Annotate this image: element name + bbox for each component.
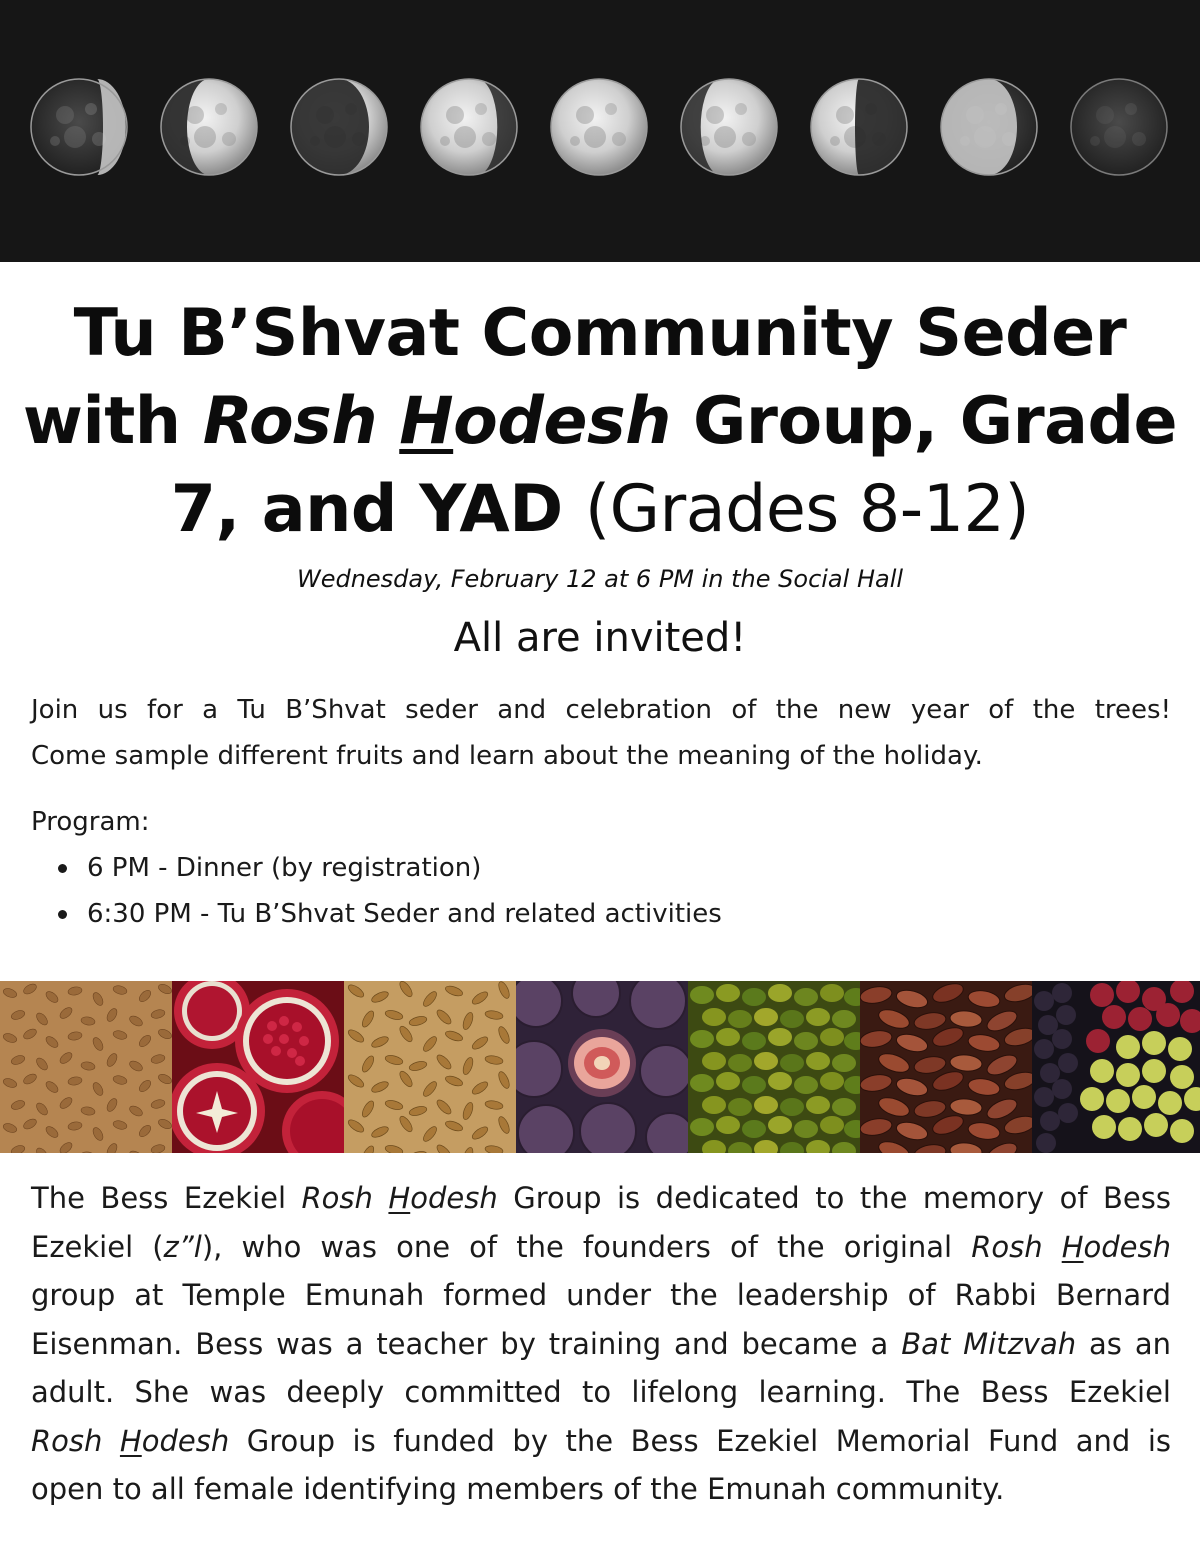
event-title	[20, 290, 1180, 554]
memorial-line: Ezekiel (z”l), who was one of the founders of the original Rosh Hodesh	[31, 1229, 1171, 1264]
moon-waxing-crescent-icon	[31, 79, 127, 175]
grapes-image	[1032, 981, 1200, 1153]
memorial-line: The Bess Ezekiel Rosh Hodesh Group is dedicated to the memory of Bess	[31, 1181, 1171, 1215]
program-item: 6:30 PM - Tu B’Shvat Seder and related activities	[56, 891, 722, 937]
moon-waxing-gibbous-2-icon	[421, 79, 517, 175]
olive-image	[688, 981, 860, 1153]
moon-phase-banner	[0, 0, 1200, 262]
moon-waning-gibbous-icon	[681, 79, 777, 175]
title-line-2: with Rosh Hodesh Group, Grade	[22, 384, 1178, 459]
moon-waning-crescent-icon	[941, 79, 1037, 175]
moon-last-quarter-icon	[811, 79, 907, 175]
fig-image	[516, 981, 688, 1153]
intro-line-1: Join us for a Tu B’Shvat seder and celebration of the new year of the trees!	[31, 695, 1171, 725]
wheat-image	[0, 981, 172, 1153]
memorial-line: open to all female identifying members of the Emunah community.	[31, 1472, 1005, 1506]
program-label: Program:	[31, 807, 150, 837]
title-line-1: Tu B’Shvat Community Seder	[73, 296, 1127, 371]
event-invite: All are invited!	[453, 615, 747, 661]
moon-full-icon	[551, 79, 647, 175]
moon-phase-row	[0, 78, 1200, 178]
intro-paragraph	[31, 687, 1171, 779]
seven-species-image-strip	[0, 981, 1200, 1153]
memorial-line: group at Temple Emunah formed under the leadership of Rabbi Bernard	[31, 1278, 1171, 1312]
memorial-line: adult. She was deeply committed to lifelong learning. The Bess Ezekiel	[31, 1375, 1171, 1409]
title-line-3: 7, and YAD (Grades 8-12)	[170, 472, 1030, 547]
event-date-location: Wednesday, February 12 at 6 PM in the Social Hall	[296, 565, 904, 593]
program-list	[56, 845, 722, 937]
moon-new-icon	[1071, 79, 1167, 175]
moon-first-quarter-icon	[161, 79, 257, 175]
memorial-line: Rosh Hodesh Group is funded by the Bess Ezekiel Memorial Fund and is	[31, 1423, 1172, 1458]
memorial-paragraph	[31, 1174, 1171, 1514]
pomegranate-image	[172, 981, 344, 1153]
intro-line-2: Come sample different fruits and learn about the meaning of the holiday.	[31, 741, 983, 771]
barley-image	[344, 981, 516, 1153]
dates-image	[860, 981, 1032, 1153]
program-item: 6 PM - Dinner (by registration)	[56, 845, 722, 891]
memorial-line: Eisenman. Bess was a teacher by training and became a Bat Mitzvah as an	[31, 1326, 1171, 1361]
moon-waxing-gibbous-icon	[291, 79, 387, 175]
